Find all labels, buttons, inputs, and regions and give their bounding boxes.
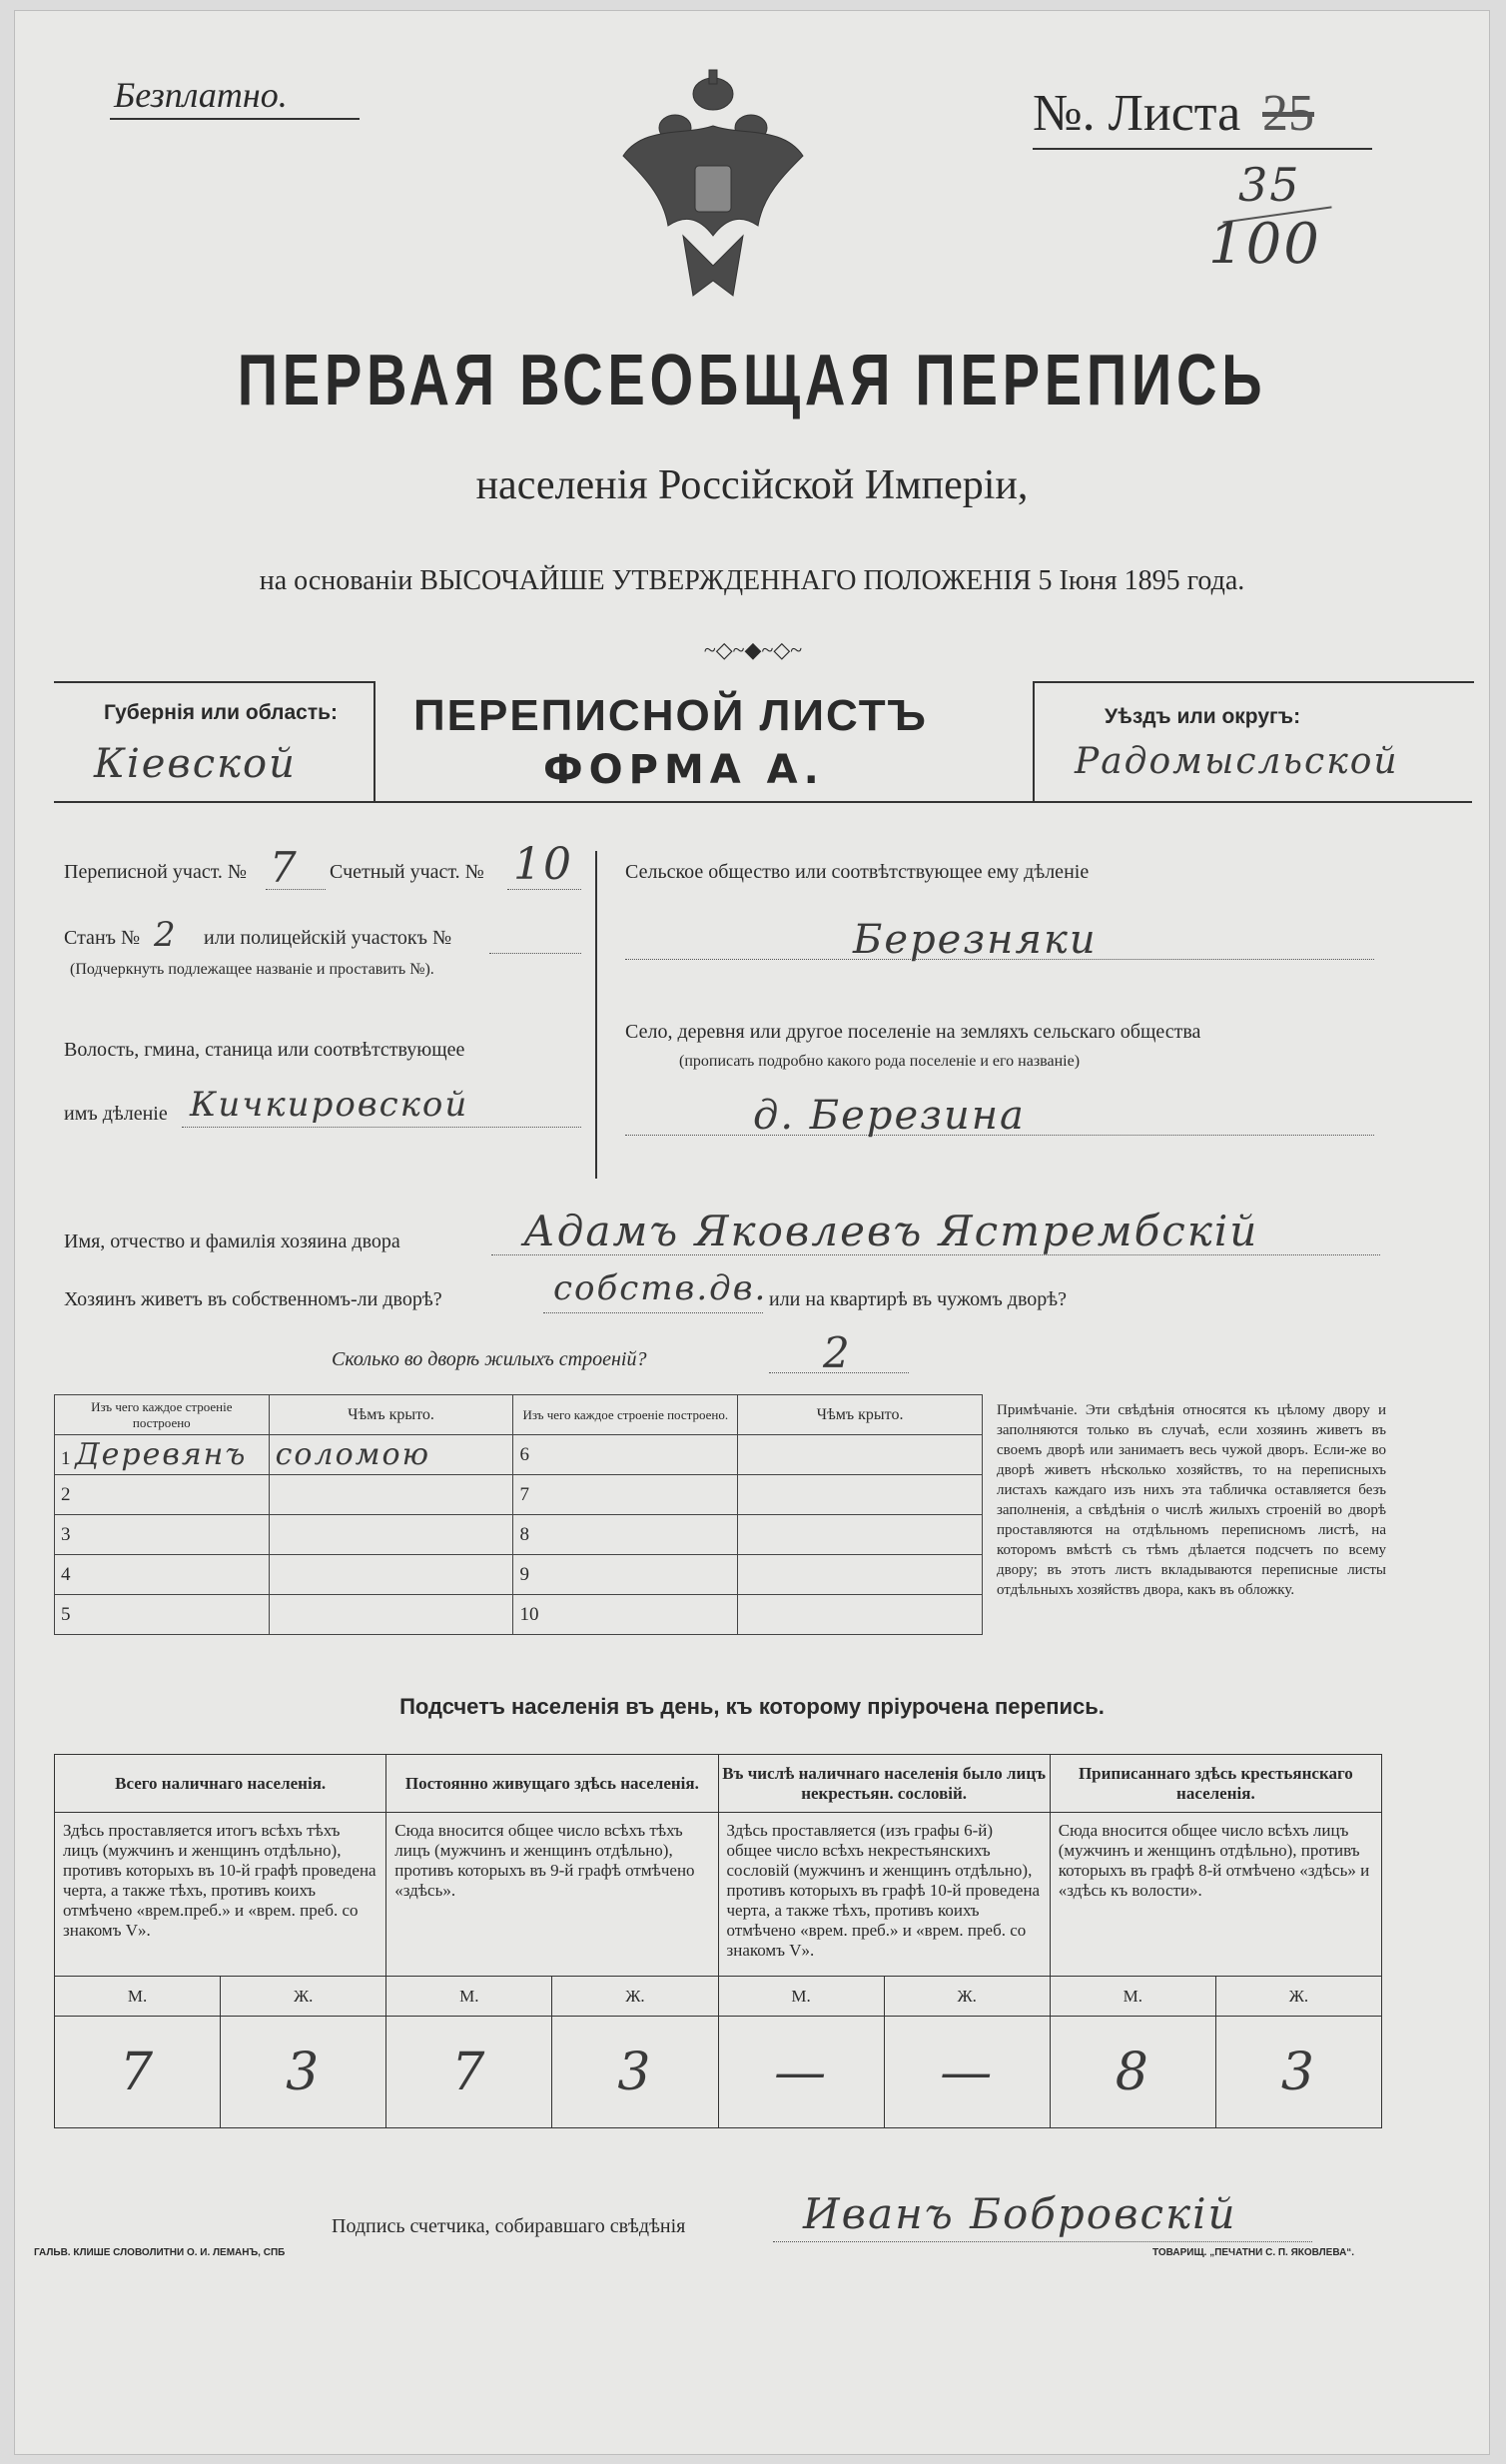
sheet-number-crossed: 25 xyxy=(1262,85,1314,142)
stan-label: Станъ № xyxy=(64,927,141,949)
count-district-line xyxy=(507,889,581,890)
village-note: (прописать подробно какого рода поселеніе и его названіе) xyxy=(679,1053,1081,1070)
province-value: Кіевской xyxy=(94,741,297,787)
census-district-value: 7 xyxy=(270,843,299,892)
sheet-number-label: №. Листа xyxy=(1033,85,1241,142)
column-divider xyxy=(595,851,597,1179)
footer-right: ТОВАРИЩ. „ПЕЧАТНИ С. П. ЯКОВЛЕВА“. xyxy=(1152,2247,1355,2258)
village-label: Село, деревня или другое поселеніе на земляхъ сельскаго общества xyxy=(625,1021,1201,1043)
stats-m-label: М. xyxy=(55,1977,221,2017)
sheet-number-hand: 35 xyxy=(1238,158,1301,212)
signature-label: Подпись счетчика, собиравшаго свѣдѣнія xyxy=(332,2215,686,2237)
owner-name-line xyxy=(491,1254,1380,1255)
ornament-divider: ~◇~◆~◇~ xyxy=(703,637,803,662)
row-number: 6 xyxy=(519,1443,529,1465)
district-value: Радомысльской xyxy=(1075,741,1399,782)
buildings-note: Примѣчаніе. Эти свѣдѣнія относятся къ цѣлому двору и заполняются только въ случаѣ, если хозяинъ живетъ въ своемъ дворѣ или занимаетъ весь чужой дворъ. Если-же во дворѣ живетъ нѣсколько хозяйствъ, то на переписныхъ листахъ каждаго изъ нихъ эта табличка оставляется безъ заполненія, а свѣдѣнія о числѣ жилыхъ строеній во дворѣ проставляются на отдѣльномъ переписномъ листѣ, на которомъ вмѣстѣ съ тѣмъ дѣлается подсчетъ по всему двору; въ этотъ листъ вкладываются переписные листы отдѣльныхъ хозяйствъ двора, какъ въ обложку. xyxy=(997,1402,1386,1598)
stats-m-label: М. xyxy=(1050,1977,1215,2017)
signature-value: Иванъ Бобровскій xyxy=(803,2189,1237,2238)
volost-label-2: имъ дѣленіе xyxy=(64,1103,168,1125)
row-number: 2 xyxy=(61,1483,71,1505)
stats-m-label: М. xyxy=(718,1977,884,2017)
free-label: Безплатно. xyxy=(114,75,288,115)
bld-row xyxy=(55,1595,983,1635)
row-number: 3 xyxy=(61,1523,71,1545)
stats-value: — xyxy=(718,2017,884,2128)
row-number: 10 xyxy=(519,1603,539,1625)
police-label: или полицейскій участокъ № xyxy=(204,927,452,949)
stats-col-1-desc: Здѣсь проставляется итогъ всѣхъ тѣхъ лицъ (мужчинъ и женщинъ отдѣльно), противъ которыхъ въ 10-й графѣ проведена черта, а также тѣхъ, противъ коихъ отмѣчено «врем.преб.» и «врем. преб. со знакомъ V». xyxy=(55,1813,386,1977)
free-underline xyxy=(110,118,360,120)
society-line xyxy=(625,959,1374,960)
owner-lives-value: собств.дв. xyxy=(553,1268,768,1308)
bld-row xyxy=(55,1515,983,1555)
stats-col-2-desc: Сюда вносится общее число всѣхъ тѣхъ лицъ (мужчинъ и женщинъ отдѣльно), противъ которыхъ въ 9-й графѣ отмѣчено «здѣсь». xyxy=(386,1813,718,1977)
box-bottom-rule xyxy=(54,801,1472,803)
stats-col-4-desc: Сюда вносится общее число всѣхъ лицъ (мужчинъ и женщинъ отдѣльно), противъ которыхъ въ графѣ 8-й отмѣчено «здѣсь» и «здѣсь къ волости». xyxy=(1050,1813,1381,1977)
police-line xyxy=(489,953,581,954)
bld-row xyxy=(55,1555,983,1595)
society-label: Сельское общество или соотвѣтствующее ему дѣленіе xyxy=(625,861,1090,883)
count-district-value: 10 xyxy=(513,839,573,890)
buildings-table xyxy=(54,1394,983,1635)
sheet-total-hand: 100 xyxy=(1208,212,1321,277)
stats-col-3-desc: Здѣсь проставляется (изъ графы 6-й) общее число всѣхъ некрестьянскихъ сословій (мужчинъ и женщинъ отдѣльно), противъ которыхъ въ графѣ 10-й проведена черта, а также тѣхъ, противъ коихъ отмѣчено «врем. преб.» и «врем. преб. со знакомъ V». xyxy=(718,1813,1050,1977)
row1-roof: соломою xyxy=(275,1437,430,1472)
census-sheet xyxy=(14,10,1490,2455)
signature-line xyxy=(773,2241,1312,2242)
owner-lives-label: Хозяинъ живетъ въ собственномъ-ли дворѣ? xyxy=(64,1288,442,1310)
stats-heading: Подсчетъ населенія въ день, къ которому пріурочена перепись. xyxy=(399,1694,1105,1719)
stats-f-label: Ж. xyxy=(552,1977,718,2017)
bld-row xyxy=(55,1435,983,1475)
footer-left: ГАЛЬВ. КЛИШЕ СЛОВОЛИТНИ О. И. ЛЕМАНЪ, СПБ xyxy=(34,2247,286,2258)
bld-col-roof-1: Чѣмъ крыто. xyxy=(269,1395,513,1435)
census-district-label: Переписной участ. № xyxy=(64,861,248,883)
volost-line xyxy=(182,1127,581,1128)
village-line xyxy=(625,1135,1374,1136)
stats-m-label: М. xyxy=(386,1977,552,2017)
underline-note: (Подчеркнуть подлежащее названіе и проставить №). xyxy=(70,961,434,978)
stats-col-2-head: Постоянно живущаго здѣсь населенія. xyxy=(386,1755,718,1813)
stats-col-1-head: Всего наличнаго населенія. xyxy=(55,1755,386,1813)
society-value: Березняки xyxy=(853,917,1098,963)
stan-value: 2 xyxy=(154,915,178,955)
owner-name-value: Адамъ Яковлевъ Ястрембскій xyxy=(523,1207,1259,1255)
province-box xyxy=(54,681,376,803)
stats-value: 7 xyxy=(55,2017,221,2128)
row-number: 8 xyxy=(519,1523,529,1545)
volost-label: Волость, гмина, станица или соотвѣтствующее xyxy=(64,1039,465,1061)
row-number: 7 xyxy=(519,1483,529,1505)
bld-col-material-1: Изъ чего каждое строеніе построено xyxy=(55,1395,270,1435)
form-subtitle: ФОРМА А. xyxy=(543,747,825,793)
stats-value: — xyxy=(884,2017,1050,2128)
stats-f-label: Ж. xyxy=(221,1977,386,2017)
buildings-count-line xyxy=(769,1372,909,1373)
form-title: ПЕРЕПИСНОЙ ЛИСТЪ xyxy=(413,691,928,740)
row1-material: Деревянъ xyxy=(75,1437,248,1472)
stats-col-3-head: Въ числѣ наличнаго населенія было лицъ некрестьян. сословій. xyxy=(718,1755,1050,1813)
bld-col-roof-2: Чѣмъ крыто. xyxy=(738,1395,983,1435)
province-label: Губернія или область: xyxy=(104,701,339,724)
population-stats-table xyxy=(54,1754,1382,2128)
census-district-line xyxy=(266,889,326,890)
bld-row xyxy=(55,1475,983,1515)
main-title: ПЕРВАЯ ВСЕОБЩАЯ ПЕРЕПИСЬ xyxy=(237,341,1267,420)
stats-f-label: Ж. xyxy=(1215,1977,1381,2017)
volost-value: Кичкировской xyxy=(190,1085,469,1125)
owner-lives-line xyxy=(543,1312,763,1313)
bld-col-material-2: Изъ чего каждое строеніе построено. xyxy=(513,1395,738,1435)
row-number: 5 xyxy=(61,1603,71,1625)
district-box xyxy=(1033,681,1474,803)
row-number: 4 xyxy=(61,1563,71,1585)
stats-value: 8 xyxy=(1050,2017,1215,2128)
row-number: 1 xyxy=(61,1448,71,1469)
stats-col-4-head: Приписаннаго здѣсь крестьянскаго населенія. xyxy=(1050,1755,1381,1813)
village-value: д. Березина xyxy=(753,1093,1026,1139)
stats-value: 3 xyxy=(552,2017,718,2128)
stats-value: 3 xyxy=(1215,2017,1381,2128)
buildings-count-label: Сколько во дворѣ жилыхъ строеній? xyxy=(332,1348,647,1370)
eagle-emblem-icon xyxy=(613,66,813,316)
stats-value: 7 xyxy=(386,2017,552,2128)
sheet-number-underline xyxy=(1033,148,1372,150)
stats-f-label: Ж. xyxy=(884,1977,1050,2017)
subtitle: населенія Россійской Имперіи, xyxy=(475,462,1029,508)
count-district-label: Счетный участ. № xyxy=(330,861,484,883)
buildings-count-value: 2 xyxy=(823,1328,852,1377)
owner-lives-label-2: или на квартирѣ въ чужомъ дворѣ? xyxy=(769,1288,1068,1310)
decree-line: на основаніи ВЫСОЧАЙШЕ УТВЕРЖДЕННАГО ПОЛОЖЕНІЯ 5 Іюня 1895 года. xyxy=(259,565,1245,596)
stats-value: 3 xyxy=(221,2017,386,2128)
row-number: 9 xyxy=(519,1563,529,1585)
district-label: Уѣздъ или округъ: xyxy=(1105,705,1301,728)
owner-name-label: Имя, отчество и фамилія хозяина двора xyxy=(64,1231,400,1252)
